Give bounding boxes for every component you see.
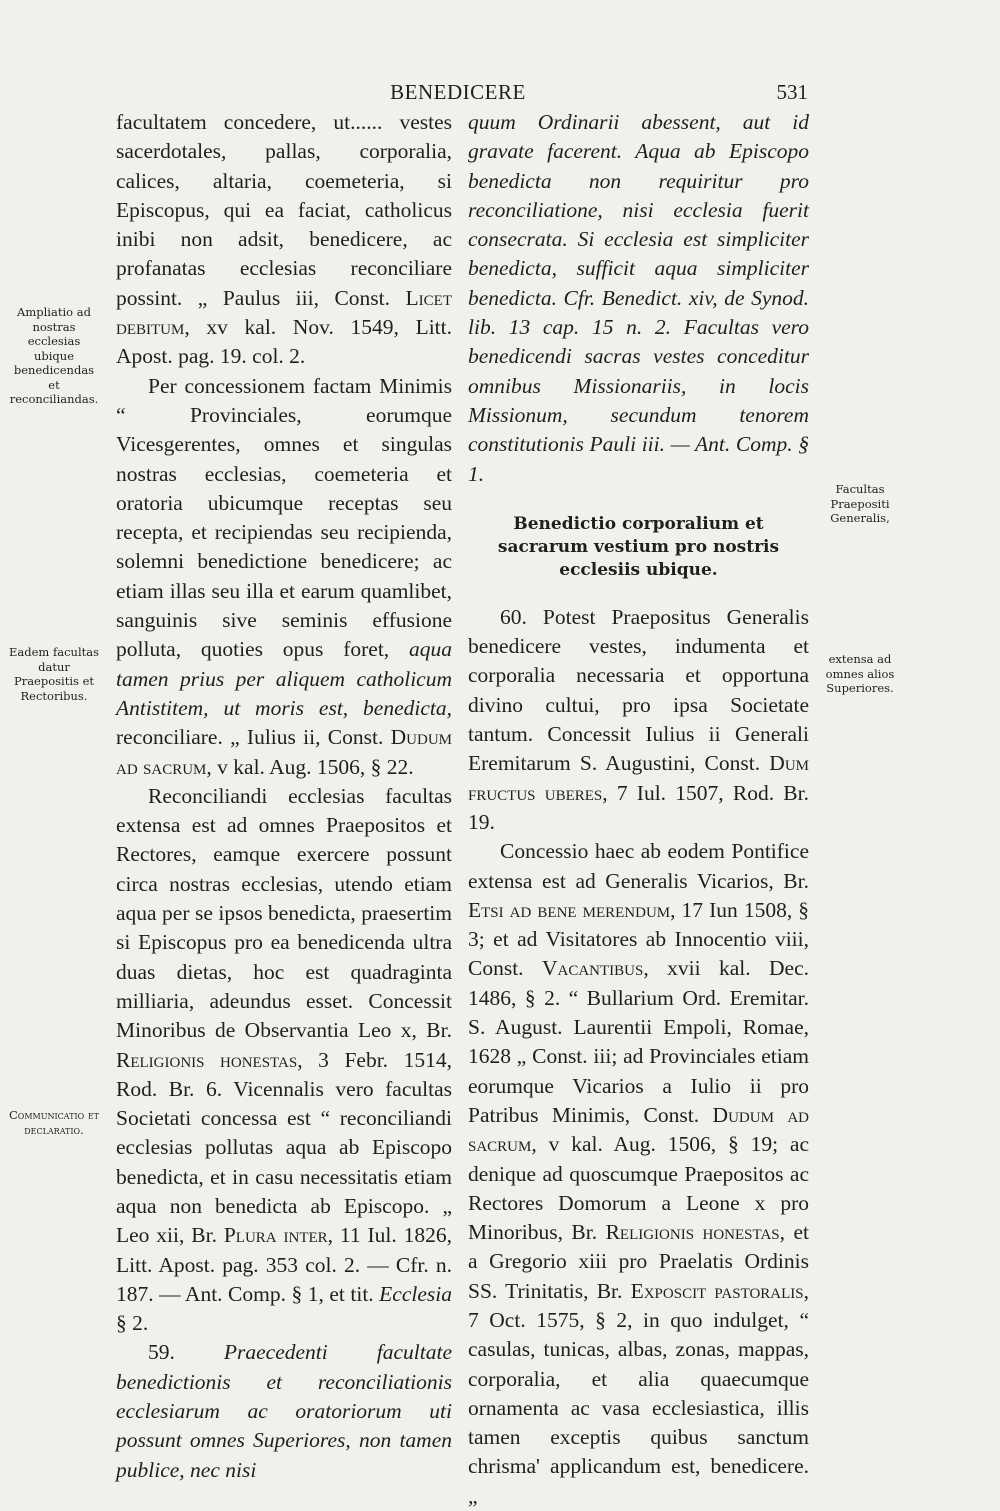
citation-title: Dudum ad sacrum bbox=[116, 725, 452, 779]
italic-run: aqua tamen prius per aliquem catholicum Antistitem, ut moris est, benedicta, bbox=[116, 637, 452, 720]
paragraph-reconciliandi bbox=[116, 782, 452, 1339]
citation-title: Exposcit pastoralis bbox=[630, 1278, 804, 1303]
margin-note-facultas-praepositi: Facultas Praepositi Generalis, bbox=[830, 482, 890, 525]
section-heading: Benedictio corporalium et sacrarum vestium pro nostris ecclesiis ubique. bbox=[497, 513, 780, 580]
text-run: Reconciliandi ecclesias facultas extensa est ad omnes Praepositos et Rectores, eamque exercere possunt circa nostras ecclesias, utendo etiam aqua per se ipsos benedicta, praesertim si Episcopus pro ea benedicenda ultra duas dietas, hoc est quadraginta milliaria, adeundus esset. Concessit Minoribus de Observantia Leo x, Br. bbox=[116, 783, 452, 1043]
citation-title: Etsi ad bene merendum bbox=[468, 897, 671, 922]
text-run: § 2. bbox=[116, 1311, 149, 1336]
paragraph-59 bbox=[116, 1338, 452, 1484]
text-run: , v kal. Aug. 1506, § 19; ac denique ad quoscumque Praepositos ac Rectores Domorum a Leone x pro Minoribus, Br. bbox=[468, 1132, 809, 1245]
citation-title: Licet debitum bbox=[116, 285, 452, 340]
citation-title: Dudum ad sacrum bbox=[468, 1102, 809, 1157]
citation-title: Religionis honestas bbox=[605, 1220, 780, 1245]
paragraph-59-continuation bbox=[468, 108, 809, 489]
text-run: , v kal. Aug. 1506, § 22. bbox=[206, 754, 414, 779]
citation-title: Religionis honestas, bbox=[116, 1047, 303, 1072]
running-head bbox=[108, 80, 808, 106]
text-run: , xv kal. Nov. 1549, Litt. Apost. pag. 19. col. 2. bbox=[116, 315, 452, 369]
citation-title: Dum fructus uberes bbox=[468, 751, 809, 805]
italic-run: quum Ordinarii abessent, aut id gravate facerent. Aqua ab Episcopo benedicta non requiritur pro reconciliatione, nisi ecclesia fuerit consecrata. Si ecclesia est simpliciter benedicta, sufficit aqua simpliciter benedicta. Cfr. Benedict. xiv, de Synod. lib. 13 cap. 15 n. 2. Facultas vero benedicendi sacras vestes conceditur omnibus Missionariis, in locis Missionum, secundum tenorem constitutionis Pauli iii. — Ant. Comp. § 1. bbox=[468, 110, 809, 486]
citation-title: Plura inter bbox=[223, 1223, 328, 1248]
paragraph-60 bbox=[468, 603, 809, 837]
text-run: Concessio haec ab eodem Pontifice extensa est ad Generalis Vicarios, Br. bbox=[468, 839, 809, 893]
text-run: , 11 Iul. 1826, Litt. Apost. pag. 353 col. 2. — Cfr. n. 187. — Ant. Comp. § 1, et tit. bbox=[116, 1223, 452, 1306]
margin-note-communicatio: Communicatio et declaratio. bbox=[9, 1108, 99, 1137]
text-run: , 17 Iun 1508, § 3; et ad Visitatores ab Innocentio viii, Const. bbox=[468, 897, 809, 981]
text-run: reconciliare. „ Iulius ii, Const. bbox=[116, 725, 391, 750]
left-column bbox=[116, 108, 452, 1485]
citation-title: Vacantibus bbox=[541, 956, 644, 981]
text-run: , et a Gregorio xiii pro Praelatis Ordinis SS. Trinitatis, Br. bbox=[468, 1220, 809, 1303]
text-run: , 7 Oct. 1575, § 2, in quo indulget, “ casulas, tunicas, albas, zonas, mappas, corporalia, et alia quaecumque ornamenta ac vasa ecclesiastica, illis tamen exceptis quibus sanctum chrisma' applicandum est, benedicere. „ bbox=[468, 1278, 809, 1508]
text-run: 3 Febr. 1514, Rod. Br. 6. Vicennalis vero facultas Societati concessa est “ reconciliandi ecclesias pollutas aqua ab Episcopo benedicta, et in casu necessitatis etiam aqua non benedicta ab Episcopo. „ Leo xii, Br. bbox=[116, 1047, 452, 1248]
margin-note-ampliatio: Ampliatio ad nostras ecclesias ubique benedicendas et reconciliandas. bbox=[9, 305, 99, 406]
paragraph-number: 59. bbox=[148, 1340, 224, 1365]
text-run: Per concessionem factam Minimis “ Provinciales, eorumque Vicesgerentes, omnes et singulas nostras ecclesias, coemeteria et oratoria ubicumque receptas seu recepta, et recipiendas seu recipienda, solemni benedictione benedicere; ac etiam illas seu illa et earum quamlibet, sanguinis sive seminis effusione polluta, quoties opus foret, bbox=[116, 373, 452, 662]
paragraph-continuation bbox=[116, 108, 452, 372]
margin-note-eadem-facultas: Eadem facultas datur Praepositis et Rectoribus. bbox=[9, 645, 99, 703]
paragraph-concessio bbox=[468, 837, 809, 1511]
text-run: , xvii kal. Dec. 1486, § 2. “ Bullarium Ord. Eremitar. S. August. Laurentii Empoli, Romae, 1628 „ Const. iii; ad Provinciales etiam eorumque Vicarios a Iulio ii pro Patribus Minimis, Const. bbox=[468, 956, 810, 1127]
right-column bbox=[468, 108, 809, 1511]
text-run: 60. Potest Praepositus Generalis benedicere vestes, indumenta et corporalia necessaria et opportuna divino cultui, pro ipsa Societate tantum. Concessit Iulius ii Generali Eremitarum S. Augustini, Const. bbox=[468, 604, 809, 776]
running-title: BENEDICERE bbox=[390, 80, 526, 104]
text-run: , 7 Iul. 1507, Rod. Br. 19. bbox=[468, 780, 809, 834]
page-number: 531 bbox=[776, 80, 808, 104]
paragraph-minimi bbox=[116, 372, 452, 782]
italic-run: Ecclesia bbox=[379, 1281, 452, 1306]
margin-note-extensa: extensa ad omnes alios Superiores. bbox=[825, 652, 895, 695]
italic-run: Praecedenti facultate benedictionis et reconciliationis ecclesiarum ac oratoriorum uti possunt omnes Superiores, non tamen publice, nec nisi bbox=[116, 1340, 452, 1482]
text-run: facultatem concedere, ut...... vestes sacerdotales, pallas, corporalia, calices, altaria, coemeteria, si Episcopus, qui ea faciat, catholicus inibi non adsit, benedicere, ac profanatas ecclesias reconciliare possint. „ Paulus iii, Const. bbox=[116, 110, 452, 310]
